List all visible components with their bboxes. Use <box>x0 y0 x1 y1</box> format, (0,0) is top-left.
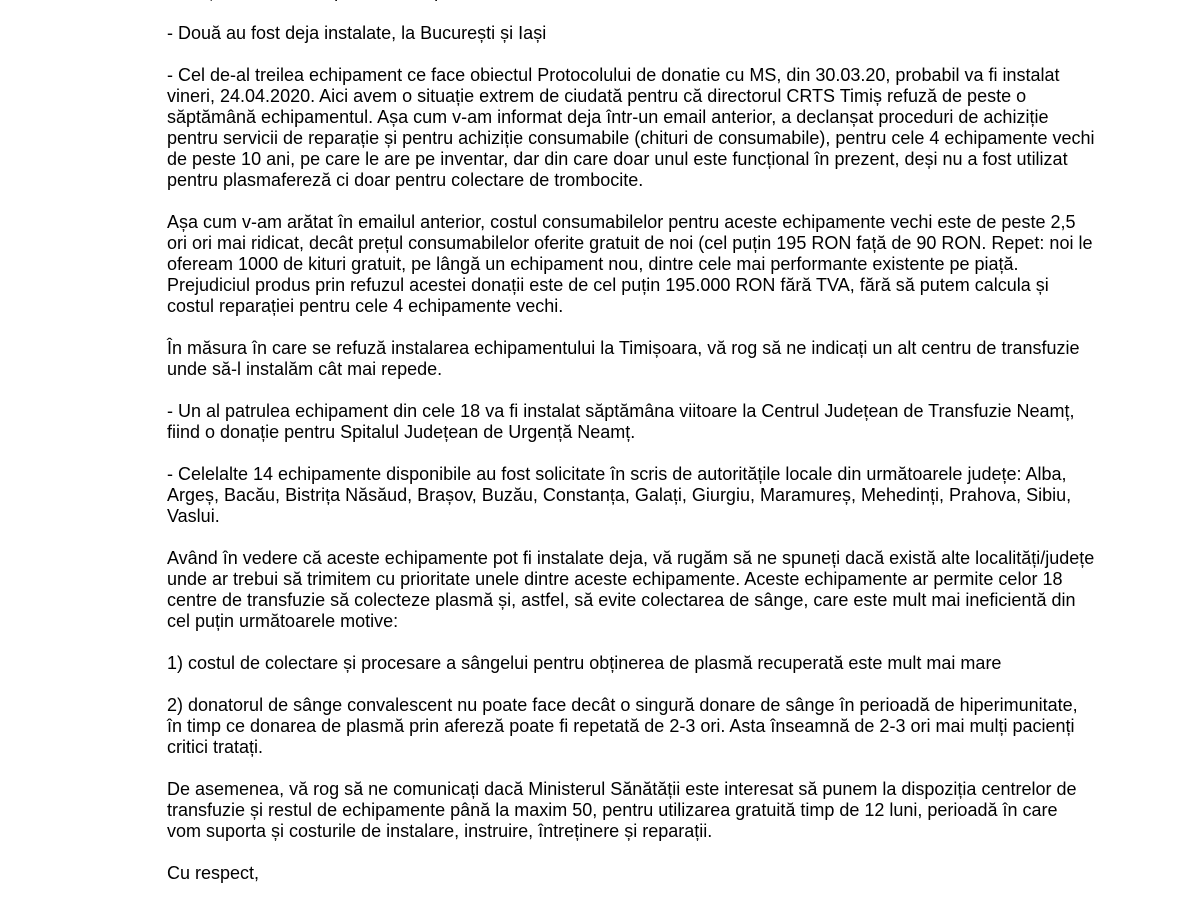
closing-salutation: Cu respect, <box>167 863 260 883</box>
para-refuz-timisoara: În măsura în care se refuză instalarea echipamentului la Timișoara, vă rog să ne indicați un alt centru de transfuzie unde să-l instalăm cât mai repede. <box>167 338 1080 379</box>
para-cost-consumabile: Așa cum v-am arătat în emailul anterior, costul consumabilelor pentru aceste echipamente vechi este de peste 2,5 ori ori mai ridicat, decât prețul consumabilelor oferite gratuit de noi (cel puțin 195 RON față de 90 RON. Repet: noi le ofeream 1000 de kituri gratuit, pe lângă un echipament nou, dintre cele mai performante existente pe piață. Prejudiciul produs prin refuzul acestei donații este de cel puțin 195.000 RON fără TVA, fără să putem calcula și costul reparației pentru cele 4 echipamente vechi. <box>167 212 1093 316</box>
para-motiv-2: 2) donatorul de sânge convalescent nu poate face decât o singură donare de sânge în perioadă de hiperimunitate, în timp ce donarea de plasmă prin afereză poate fi repetată de 2-3 ori. Asta înseamnă de 2-3 ori mai mulți pacienți critici tratați. <box>167 695 1078 757</box>
para-doua-instalate: - Două au fost deja instalate, la București și Iași <box>167 23 547 43</box>
para-al-patrulea-echipament: - Un al patrulea echipament din cele 18 va fi instalat săptămâna viitoare la Centrul Județean de Transfuzie Neamț, fiind o donație pentru Spitalul Județean de Urgență Neamț. <box>167 401 1075 442</box>
para-celelalte-14-echipamente: - Celelalte 14 echipamente disponibile au fost solicitate în scris de autoritățile locale din următoarele județe: Alba, Argeș, Bacău, Bistrița Năsăud, Brașov, Buzău, Constanța, Galați, Giurgiu, Maramureș, Mehedinți, Prahova, Sibiu, Vaslui. <box>167 464 1072 526</box>
clipped-top-line <box>167 0 1095 2</box>
para-de-asemenea: De asemenea, vă rog să ne comunicați dacă Ministerul Sănătății este interesat să punem la dispoziția centrelor de transfuzie și restul de echipamente până la maxim 50, pentru utilizarea gratuită timp de 12 luni, perioadă în care vom suporta și costurile de instalare, instruire, întreținere și reparații. <box>167 779 1077 841</box>
para-al-treilea-echipament: - Cel de-al treilea echipament ce face obiectul Protocolului de donatie cu MS, din 30.03.20, probabil va fi instalat vineri, 24.04.2020. Aici avem o situație extrem de ciudată pentru că directorul CRTS Timiș refuză de peste o săptămână echipamentul. Așa cum v-am informat deja într-un email anterior, a declanșat proceduri de achiziție pentru servicii de reparație și pentru achiziție consumabile (chituri de consumabile), pentru cele 4 echipamente vechi de peste 10 ani, pe care le are pe inventar, dar din care doar unul este funcțional în prezent, deși nu a fost utilizat pentru plasmafereză ci doar pentru colectare de trombocite. <box>167 65 1095 190</box>
para-motiv-1: 1) costul de colectare și procesare a sângelui pentru obținerea de plasmă recuperată este mult mai mare <box>167 653 1002 673</box>
letter-body <box>167 0 1095 905</box>
para-avand-in-vedere: Având în vedere că aceste echipamente pot fi instalate deja, vă rugăm să ne spuneți dacă există alte localități/județe unde ar trebui să trimitem cu prioritate unele dintre aceste echipamente. Aceste echipamente ar permite celor 18 centre de transfuzie să colecteze plasmă și, astfel, să evite colectarea de sânge, care este mult mai ineficientă din cel puțin următoarele motive: <box>167 548 1095 631</box>
